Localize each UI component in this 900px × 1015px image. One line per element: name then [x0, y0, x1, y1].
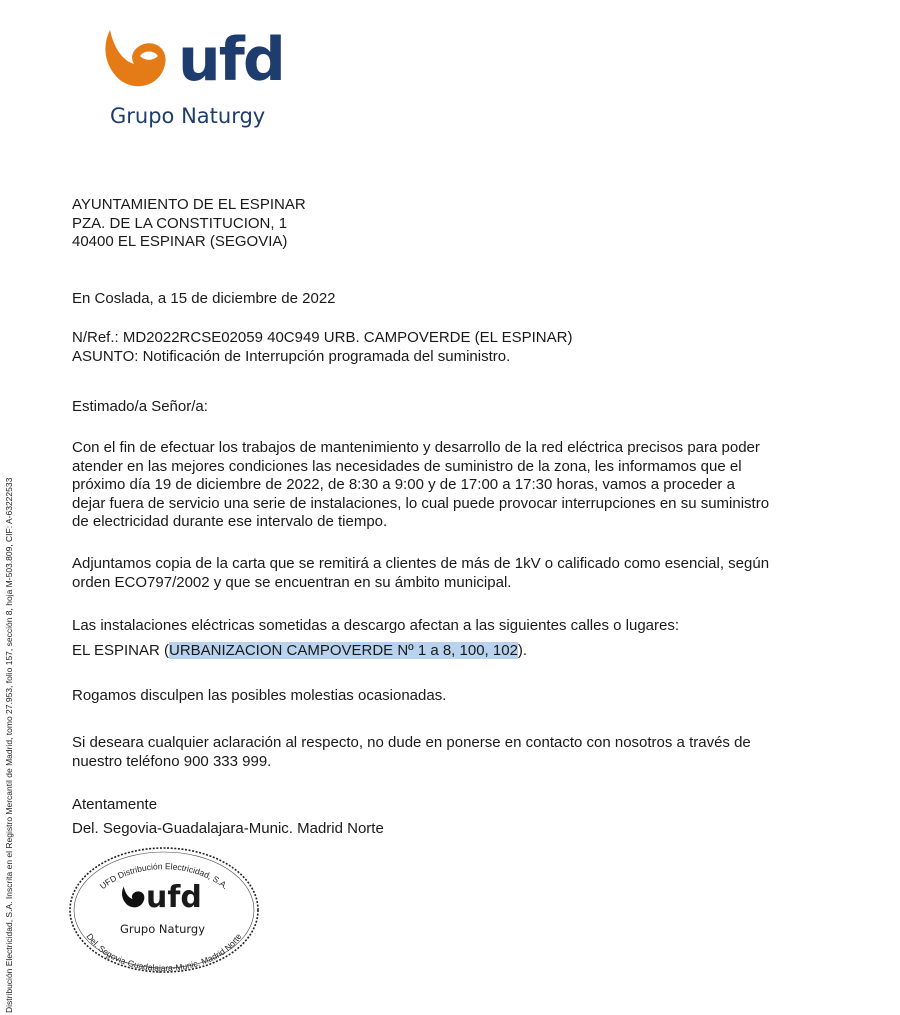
affected-streets[interactable]: URBANIZACION CAMPOVERDE Nº 1 a 8, 100, 102 — [168, 642, 518, 659]
paragraph-line: dejar fuera de servicio una serie de instalaciones, lo cual puede provocar interrupciones en su suministro — [72, 494, 770, 512]
paragraph-line: atender en las mejores condiciones las necesidades de suministro de la zona, les informamos que el — [72, 457, 742, 475]
paragraph-line: Si deseara cualquier aclaración al respecto, no dude en ponerse en contacto con nosotros a través de — [72, 734, 751, 751]
recipient-street: PZA. DE LA CONSTITUCION, 1 — [72, 214, 288, 232]
ufd-orange-mark-icon — [100, 26, 170, 96]
seal-logo-text: ufd — [146, 880, 202, 915]
paragraph-line: Adjuntamos copia de la carta que se remitirá a clientes de más de 1kV o calificado como esencial, según — [72, 555, 770, 572]
date-line: En Coslada, a 15 de diciembre de 2022 — [72, 290, 336, 307]
paragraph-line: próximo día 19 de diciembre de 2022, de 8:30 a 9:00 y de 17:00 a 17:30 horas, vamos a proceder a — [72, 476, 735, 493]
reference-block — [72, 329, 572, 366]
logo-subtitle: Grupo Naturgy — [110, 104, 266, 128]
paragraph-line: de electricidad durante ese intervalo de tiempo. — [72, 513, 388, 530]
ufd-logo — [100, 26, 290, 136]
registry-note: Distribución Electricidad, S.A. Inscrita en el Registro Mercantil de Madrid, tomo 27.953, folio 157, sección 8, hoja M-503.809, CIF: A-63222533 — [4, 477, 14, 1013]
recipient-city: 40400 EL ESPINAR (SEGOVIA) — [72, 233, 288, 250]
greeting: Estimado/a Señor/a: — [72, 398, 208, 415]
paragraph-line: Con el fin de efectuar los trabajos de mantenimiento y desarrollo de la red eléctrica precisos para poder — [72, 439, 760, 456]
paragraph-attachment — [72, 555, 862, 592]
closing-salutation: Atentamente — [72, 796, 158, 813]
company-seal — [68, 845, 260, 975]
paragraph-maintenance — [72, 439, 862, 532]
seal-logo — [120, 881, 220, 921]
recipient-address — [72, 196, 306, 252]
subject-line: ASUNTO: Notificación de Interrupción programada del suministro. — [72, 347, 511, 365]
apology-line: Rogamos disculpen las posibles molestias ocasionadas. — [72, 687, 447, 704]
paragraph-line: orden ECO797/2002 y que se encuentran en su ámbito municipal. — [72, 573, 512, 591]
closing-signature: Del. Segovia-Guadalajara-Munic. Madrid Norte — [72, 820, 384, 837]
paragraph-line: nuestro teléfono 900 333 999. — [72, 752, 272, 770]
seal-mark-icon — [120, 883, 146, 913]
seal-logo-subtitle: Grupo Naturgy — [120, 922, 205, 936]
svg-text:Del. Segovia-Guadalajara-Munic — [84, 931, 243, 973]
affected-location — [72, 642, 527, 661]
seal-top-text: UFD Distribución Electricidad, S.A. — [97, 861, 231, 892]
logo-text: ufd — [178, 25, 284, 95]
affected-place: EL ESPINAR ( — [72, 642, 169, 659]
recipient-name: AYUNTAMIENTO DE EL ESPINAR — [72, 196, 306, 213]
paragraph-contact — [72, 734, 862, 771]
affected-close: ). — [517, 642, 528, 659]
affected-intro: Las instalaciones eléctricas sometidas a descargo afectan a las siguientes calles o lugares: — [72, 617, 680, 634]
seal-bottom-text: Del. Segovia-Guadalajara-Munic. Madrid Norte — [84, 931, 244, 973]
reference-number: N/Ref.: MD2022RCSE02059 40C949 URB. CAMPOVERDE (EL ESPINAR) — [72, 329, 573, 346]
